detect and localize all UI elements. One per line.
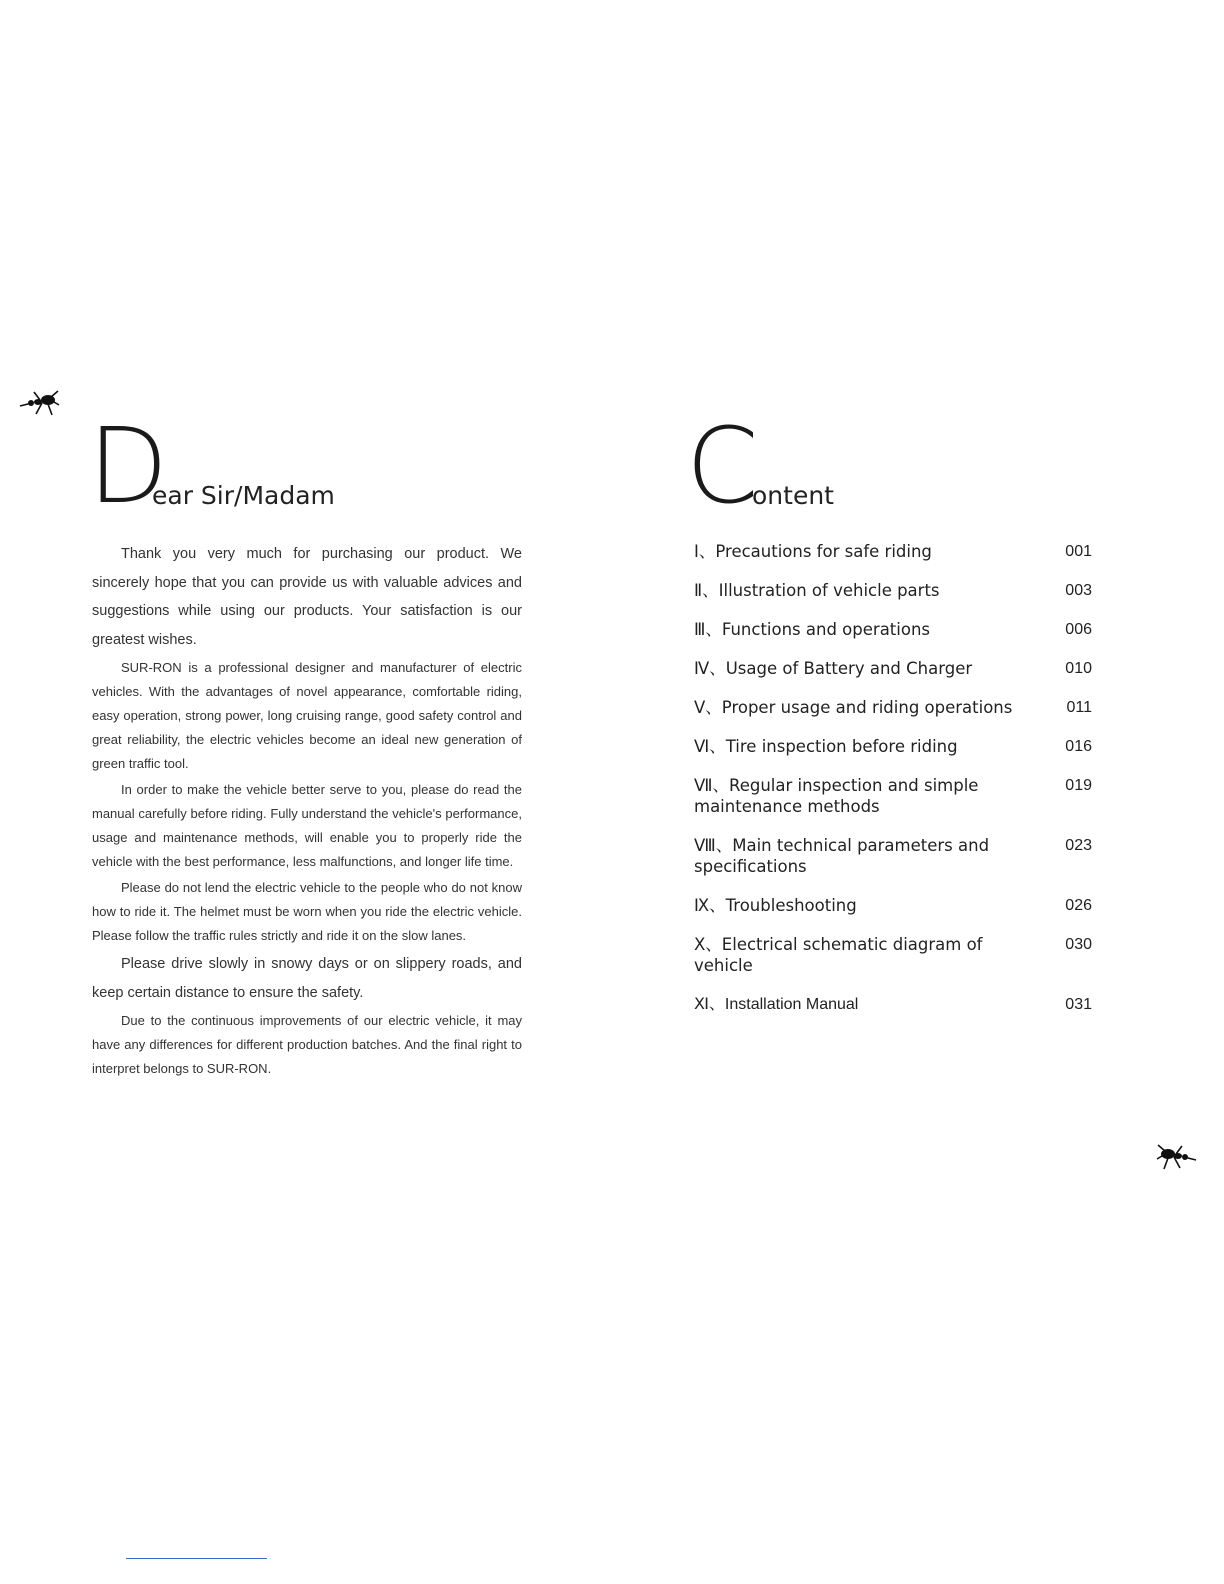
toc-item-page: 019 xyxy=(1065,777,1092,794)
toc-item-title: Ⅱ、Illustration of vehicle parts xyxy=(694,581,940,600)
toc-item-page: 001 xyxy=(1065,543,1092,560)
toc-item[interactable] xyxy=(690,727,1092,766)
ant-logo-graphic xyxy=(1156,1142,1198,1172)
toc-item[interactable] xyxy=(690,766,1092,826)
toc-item[interactable] xyxy=(690,886,1092,925)
toc-item-page: 010 xyxy=(1065,660,1092,677)
letter-paragraph: Please do not lend the electric vehicle to the people who do not know how to ride it. The helmet must be worn when you ride the electric vehicle. Please follow the traffic rules strictly and ride it on the slow lanes. xyxy=(92,880,522,943)
toc-item-title: Ⅶ、Regular inspection and simple maintenance methods xyxy=(694,776,979,816)
toc-item-title: Ⅲ、Functions and operations xyxy=(694,620,931,639)
toc-item-page: 006 xyxy=(1065,621,1092,638)
heading-text: ear Sir/Madam xyxy=(152,481,335,510)
toc-item-title: Ⅴ、Proper usage and riding operations xyxy=(694,698,1013,717)
toc-item[interactable] xyxy=(690,649,1092,688)
toc-item[interactable] xyxy=(690,925,1092,985)
toc-item-page: 016 xyxy=(1065,738,1092,755)
toc-item-title: Ⅸ、Troubleshooting xyxy=(694,896,857,915)
toc-item[interactable] xyxy=(690,985,1092,1024)
toc-item-title: Ⅳ、Usage of Battery and Charger xyxy=(694,659,973,678)
toc-item-page: 011 xyxy=(1066,699,1092,716)
heading-drop-letter: D xyxy=(88,405,169,527)
toc-item-page: 023 xyxy=(1065,837,1092,854)
toc-item-page: 003 xyxy=(1065,582,1092,599)
toc-item[interactable] xyxy=(690,571,1092,610)
ant-logo-icon xyxy=(18,388,60,418)
ant-logo-icon xyxy=(1156,1142,1198,1172)
content-section xyxy=(686,405,1092,1024)
letter-heading xyxy=(88,405,522,527)
toc-item-page: 031 xyxy=(1065,996,1092,1013)
letter-paragraph: Please drive slowly in snowy days or on slippery roads, and keep certain distance to ensure the safety. xyxy=(92,956,522,1001)
toc-item-title: Ⅷ、Main technical parameters and specifications xyxy=(694,836,990,876)
toc-item[interactable] xyxy=(690,532,1092,571)
toc-item[interactable] xyxy=(690,688,1092,727)
toc-item[interactable] xyxy=(690,826,1092,886)
toc-item-page: 030 xyxy=(1065,936,1092,953)
toc-item[interactable] xyxy=(690,610,1092,649)
toc-item-title: Ⅵ、Tire inspection before riding xyxy=(694,737,958,756)
table-of-contents xyxy=(690,532,1092,1024)
letter-section xyxy=(88,405,522,1081)
letter-paragraph: Thank you very much for purchasing our product. We sincerely hope that you can provide us with valuable advices and suggestions while using our products. Your satisfaction is our greatest wishes. xyxy=(92,546,522,648)
footer-link-underline xyxy=(126,1558,267,1559)
toc-item-page: 026 xyxy=(1065,897,1092,914)
toc-item-title: Ⅺ、Installation Manual xyxy=(694,996,859,1013)
letter-paragraph: In order to make the vehicle better serve to you, please do read the manual carefully before riding. Fully understand the vehicle's performance, usage and maintenance methods, will enable you to properly ride the vehicle with the best performance, less malfunctions, and longer life time. xyxy=(92,782,522,869)
letter-paragraph: Due to the continuous improvements of our electric vehicle, it may have any differences for different production batches. And the final right to interpret belongs to SUR-RON. xyxy=(92,1013,522,1076)
toc-item-title: Ⅹ、Electrical schematic diagram of vehicle xyxy=(694,935,983,975)
ant-logo-graphic xyxy=(18,388,60,418)
heading-text: ontent xyxy=(752,481,834,510)
toc-item-title: Ⅰ、Precautions for safe riding xyxy=(694,542,932,561)
content-heading xyxy=(686,405,1092,527)
heading-drop-letter: C xyxy=(686,405,759,527)
letter-paragraph: SUR-RON is a professional designer and manufacturer of electric vehicles. With the advantages of novel appearance, comfortable riding, easy operation, strong power, long cruising range, good safety control and great reliability, the electric vehicles become an ideal new generation of green traffic tool. xyxy=(92,660,522,771)
